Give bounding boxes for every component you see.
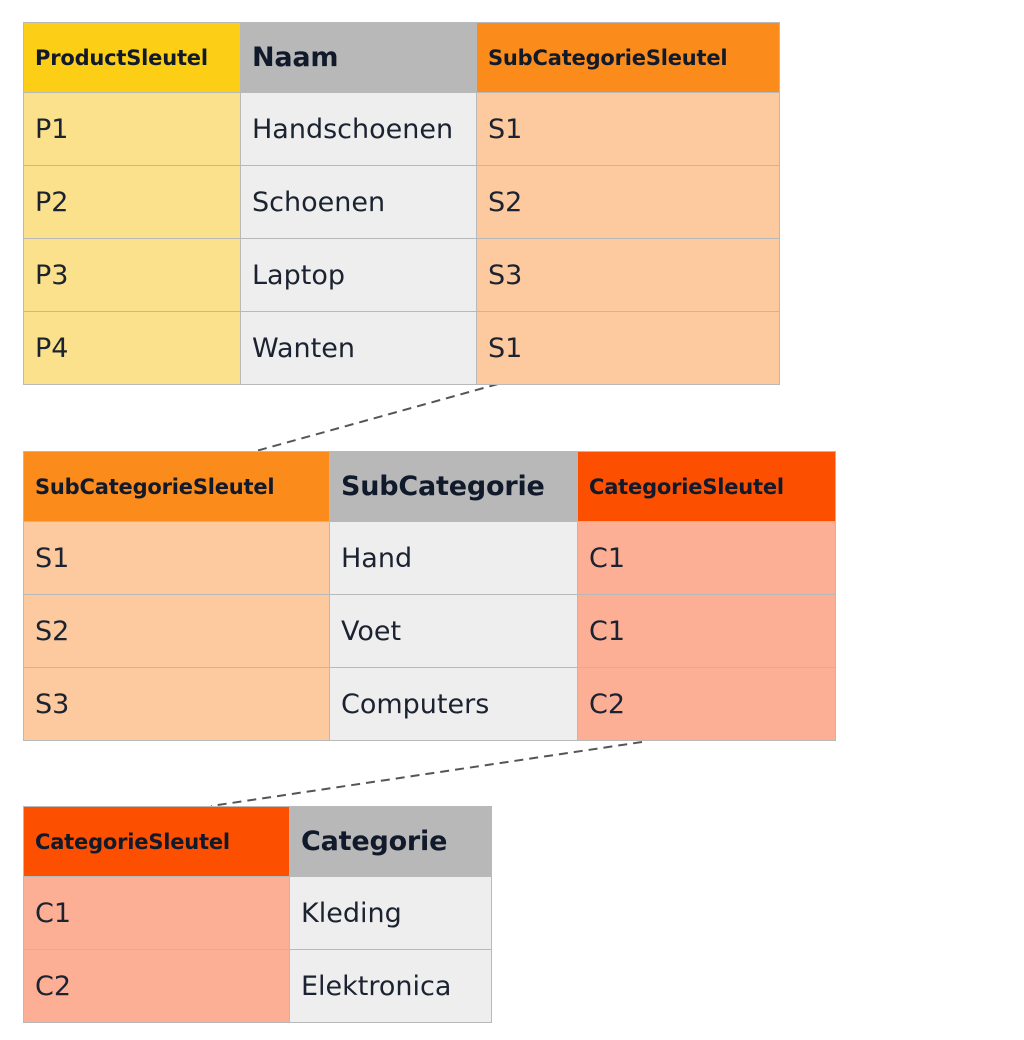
category-name-header: Categorie <box>290 807 492 877</box>
product-name-cell: Wanten <box>241 312 477 385</box>
category-key-cell: C1 <box>24 877 290 950</box>
subcategory-category-key-cell: C1 <box>578 522 836 595</box>
subcategory-category-key-cell: C1 <box>578 595 836 668</box>
product-subcategory-key-header: SubCategorieSleutel <box>477 23 780 93</box>
subcategory-to-category-connector <box>211 742 642 806</box>
subcategory-name-header: SubCategorie <box>330 452 578 522</box>
subcategory-key-cell: S2 <box>24 595 330 668</box>
product-subcategory-key-cell: S1 <box>477 93 780 166</box>
table-row <box>24 166 780 239</box>
product-name-cell: Schoenen <box>241 166 477 239</box>
table-row <box>24 239 780 312</box>
product-table <box>23 22 780 385</box>
subcategory-name-cell: Computers <box>330 668 578 741</box>
subcategory-key-cell: S1 <box>24 522 330 595</box>
product-key-cell: P4 <box>24 312 241 385</box>
product-subcategory-key-cell: S3 <box>477 239 780 312</box>
subcategory-table <box>23 451 836 741</box>
subcategory-category-key-cell: C2 <box>578 668 836 741</box>
subcategory-name-cell: Voet <box>330 595 578 668</box>
product-key-cell: P2 <box>24 166 241 239</box>
subcategory-table-header-row <box>24 452 836 522</box>
table-row <box>24 522 836 595</box>
table-row <box>24 93 780 166</box>
table-row <box>24 950 492 1023</box>
category-table <box>23 806 492 1023</box>
product-subcategory-key-cell: S2 <box>477 166 780 239</box>
subcategory-key-header: SubCategorieSleutel <box>24 452 330 522</box>
product-name-cell: Handschoenen <box>241 93 477 166</box>
subcategory-key-cell: S3 <box>24 668 330 741</box>
table-row <box>24 668 836 741</box>
product-name-header: Naam <box>241 23 477 93</box>
product-table-header-row <box>24 23 780 93</box>
category-key-header: CategorieSleutel <box>24 807 290 877</box>
product-subcategory-key-cell: S1 <box>477 312 780 385</box>
product-name-cell: Laptop <box>241 239 477 312</box>
product-key-header: ProductSleutel <box>24 23 241 93</box>
product-key-cell: P1 <box>24 93 241 166</box>
subcategory-category-key-header: CategorieSleutel <box>578 452 836 522</box>
table-row <box>24 595 836 668</box>
category-key-cell: C2 <box>24 950 290 1023</box>
product-to-subcategory-connector <box>256 384 498 451</box>
subcategory-name-cell: Hand <box>330 522 578 595</box>
table-row <box>24 312 780 385</box>
category-name-cell: Kleding <box>290 877 492 950</box>
category-table-header-row <box>24 807 492 877</box>
table-row <box>24 877 492 950</box>
product-key-cell: P3 <box>24 239 241 312</box>
category-name-cell: Elektronica <box>290 950 492 1023</box>
